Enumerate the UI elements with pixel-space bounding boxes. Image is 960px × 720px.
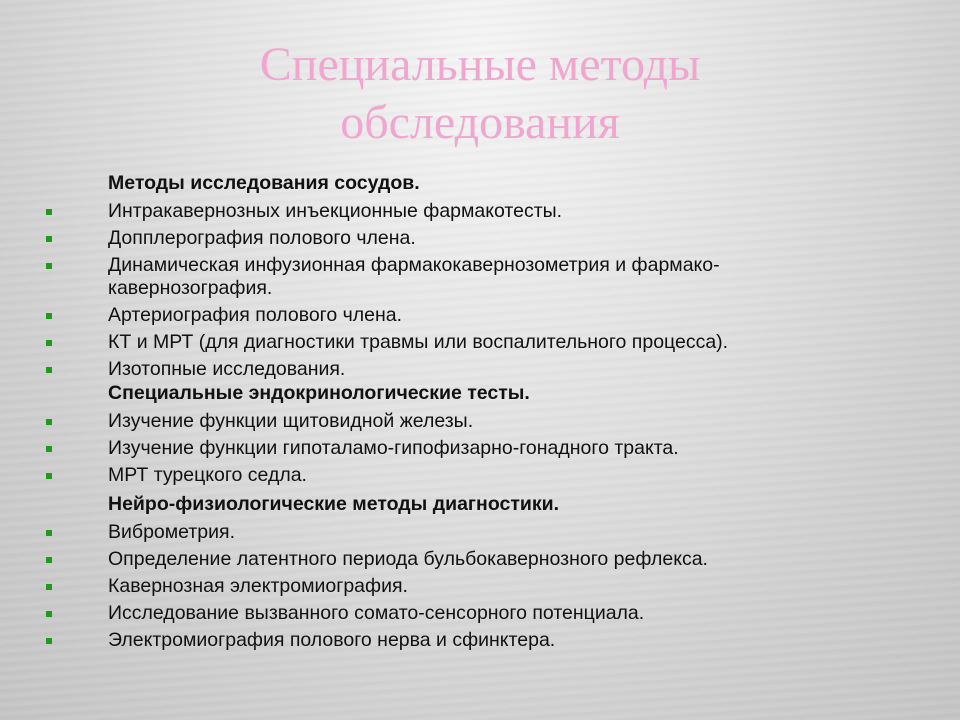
bullet-icon — [46, 367, 52, 373]
section-heading-vascular: Методы исследования сосудов. — [108, 172, 420, 194]
bullet-icon — [46, 419, 52, 425]
slide-title-line-2: обследования — [340, 96, 620, 149]
bullet-icon — [46, 236, 52, 242]
list-item: Допплерография полового члена. — [40, 227, 920, 250]
bullet-icon — [46, 209, 52, 215]
list-item: Кавернозная электромиография. — [40, 575, 920, 598]
list-item: Исследование вызванного сомато-сенсорного потенциала. — [40, 602, 920, 625]
bullet-icon — [46, 446, 52, 452]
slide-title-line-1: Специальные методы — [259, 38, 701, 91]
list-item: МРТ турецкого седла. — [40, 464, 920, 487]
list-item: Артериография полового члена. — [40, 304, 920, 327]
list-item: Изотопные исследования. — [40, 358, 920, 381]
bullet-icon — [46, 530, 52, 536]
bullet-icon — [46, 584, 52, 590]
list-item: Динамическая инфузионная фармакокавернозометрия и фармако- кавернозография. — [40, 254, 920, 300]
list-item: Электромиография полового нерва и сфинктера. — [40, 629, 920, 652]
section-heading-neurophysiology: Нейро-физиологические методы диагностики. — [108, 493, 560, 515]
bullet-icon — [46, 340, 52, 346]
slide-content — [40, 172, 920, 652]
slide-title — [0, 36, 960, 152]
section-heading-endocrine: Специальные эндокринологические тесты. — [108, 382, 530, 404]
list-item: Определение латентного периода бульбокавернозного рефлекса. — [40, 548, 920, 571]
list-item: КТ и МРТ (для диагностики травмы или воспалительного процесса). — [40, 331, 920, 354]
bullet-icon — [46, 263, 52, 269]
bullet-icon — [46, 313, 52, 319]
bullet-icon — [46, 611, 52, 617]
list-item: Изучение функции щитовидной железы. — [40, 410, 920, 433]
list-item: Интракавернозных инъекционные фармакотесты. — [40, 200, 920, 223]
list-item: Виброметрия. — [40, 521, 920, 544]
bullet-icon — [46, 557, 52, 563]
bullet-icon — [46, 638, 52, 644]
bullet-icon — [46, 473, 52, 479]
list-item: Изучение функции гипоталамо-гипофизарно-гонадного тракта. — [40, 437, 920, 460]
